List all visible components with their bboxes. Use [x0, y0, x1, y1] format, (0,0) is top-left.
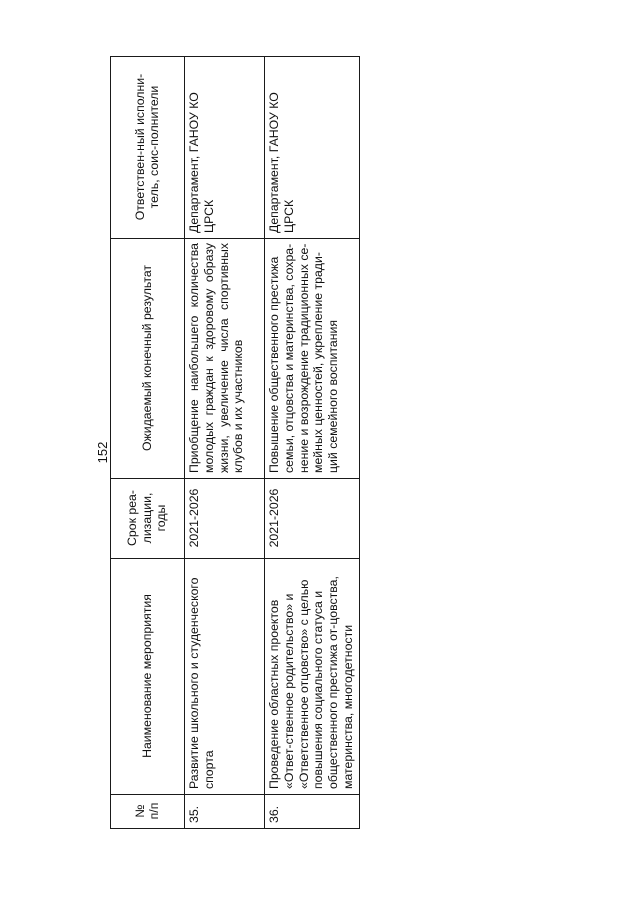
- row-term: 2021-2026: [265, 479, 360, 559]
- header-name: Наименование мероприятия: [111, 559, 185, 795]
- row-term: 2021-2026: [185, 479, 265, 559]
- header-responsible: Ответствен-ный исполни-тель, соис-полнители: [111, 57, 185, 239]
- row-num: 36.: [265, 795, 360, 829]
- table-row: [265, 57, 360, 829]
- row-responsible: Департамент, ГАНОУ КО ЦРСК: [265, 57, 360, 239]
- header-result: Ожидаемый конечный результат: [111, 239, 185, 479]
- header-num: № п/п: [111, 795, 185, 829]
- row-result: Повышение общественного престижа семьи, отцовства и материнства, сохра-нение и возрождение традиционных се-мейных ценностей, укрепление тради-ций семейного воспитания: [265, 239, 360, 479]
- header-row: [111, 57, 185, 829]
- row-result: Приобщение наибольшего количества молодых граждан к здоровому образу жизни, увеличение числа спортивных клубов и их участников: [185, 239, 265, 479]
- page-number: 152: [95, 441, 110, 464]
- header-term: Срок реа-лизации, годы: [111, 479, 185, 559]
- row-num: 35.: [185, 795, 265, 829]
- measures-table: [110, 56, 360, 829]
- row-name: Развитие школьного и студенческого спорта: [185, 559, 265, 795]
- row-responsible: Департамент, ГАНОУ КО ЦРСК: [185, 57, 265, 239]
- row-name: Проведение областных проектов «Ответ-ственное родительство» и «Ответственное отцовство» с целью повышения социального статуса и общественного престижа от-цовства, материнства, многодетности: [265, 559, 360, 795]
- table-row: [185, 57, 265, 829]
